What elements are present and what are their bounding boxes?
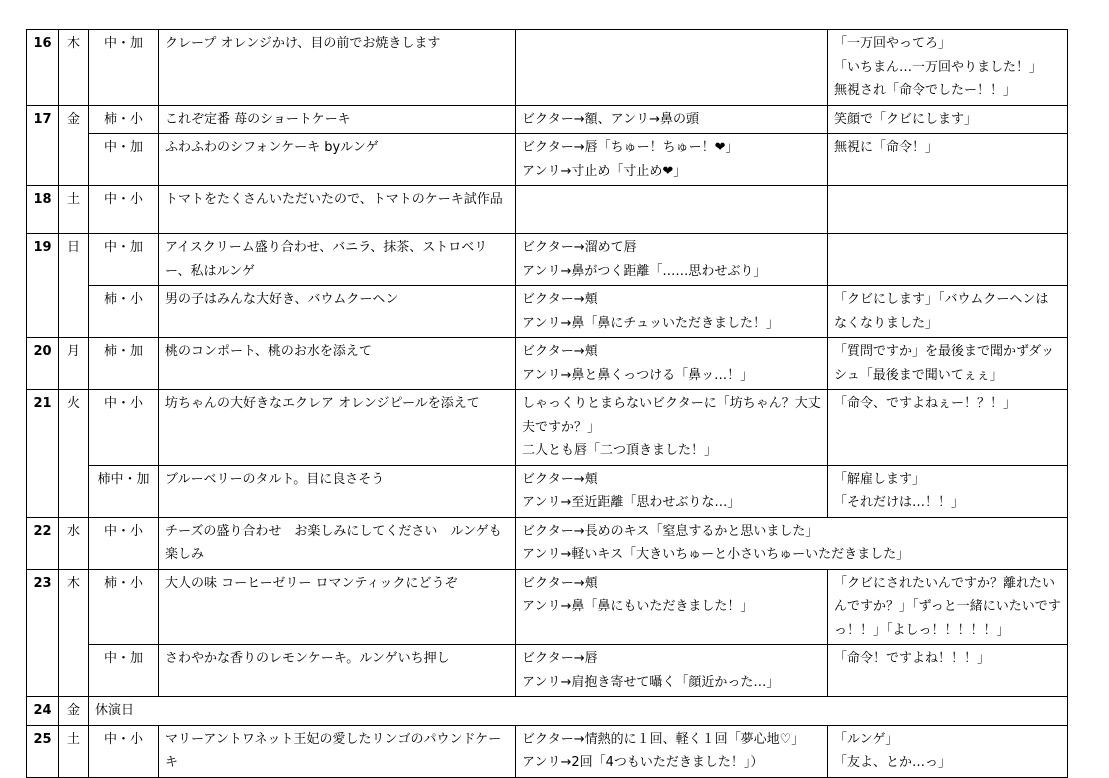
scene-line: ビクター→頬 [522, 471, 598, 487]
scene-cell [516, 465, 828, 517]
note-line: 「命令！ですよね！！！」 [834, 651, 991, 666]
note-line: 無視に「命令！」 [834, 140, 939, 155]
note-cell [828, 465, 1068, 517]
note-line: 「命令、ですよねぇー！？！」 [834, 396, 1017, 411]
dessert-menu-cell [159, 645, 516, 697]
scene-cell [516, 186, 828, 234]
scene-line: しゃっくりとまらないビクターに「坊ちゃん？大丈夫ですか？」 [522, 396, 821, 435]
weekday: 木 [59, 30, 89, 106]
cast-code: 中・加 [89, 30, 159, 106]
scene-cell [516, 30, 828, 106]
dessert-menu-cell [159, 569, 516, 645]
menu-line: クレープ オレンジかけ、目の前でお焼きします [165, 36, 441, 51]
scene-line: アンリ→2回「4つもいただきました！」） [522, 755, 764, 770]
note-cell [828, 134, 1068, 186]
note-cell [828, 725, 1068, 777]
scene-line: ビクター→情熱的に１回、軽く１回「夢心地♡」 [522, 731, 805, 747]
closed-day-cell: 休演日 [89, 697, 1068, 726]
table-row [27, 105, 1068, 134]
menu-line: 坊ちゃんの大好きなエクレア オレンジピールを添えて [165, 396, 480, 411]
cast-code: 中・加 [89, 134, 159, 186]
note-line: 「クビにされたいんですか？離れたいんですか？」「ずっと一緒にいたいですっ！！」「よしっ！！！！！」 [834, 575, 1061, 638]
table-row [27, 517, 1068, 569]
scene-line: ビクター→溜めて唇 [522, 240, 637, 255]
day-number: 16 [27, 30, 59, 106]
note-line: 笑顔で「クビにします」 [834, 111, 978, 127]
menu-line: 桃のコンポート、桃のお水を添えて [165, 344, 372, 359]
cast-code: 柿・小 [89, 105, 159, 134]
note-line: 「クビにします」「バウムクーヘンはなくなりました」 [834, 292, 1049, 331]
table-row [27, 338, 1068, 390]
weekday: 日 [59, 234, 89, 338]
menu-line: アイスクリーム盛り合わせ、バニラ、抹茶、ストロベリー、私はルンゲ [165, 240, 488, 279]
dessert-menu-cell [159, 186, 516, 234]
note-cell [828, 390, 1068, 466]
day-number: 17 [27, 105, 59, 186]
menu-line: チーズの盛り合わせ お楽しみにしてください ルンゲも楽しみ [165, 523, 502, 562]
scene-cell [516, 134, 828, 186]
scene-line: アンリ→寸止め「寸止め❤」 [522, 163, 687, 179]
dessert-menu-cell [159, 286, 516, 338]
scene-cell [516, 645, 828, 697]
note-cell [828, 105, 1068, 134]
dessert-menu-cell [159, 234, 516, 286]
scene-line: アンリ→鼻と鼻くっつける「鼻ッ…！」 [522, 367, 754, 383]
scene-cell [516, 517, 1068, 569]
dessert-menu-cell [159, 465, 516, 517]
menu-line: ふわふわのシフォンケーキ byルンゲ [165, 140, 379, 155]
cast-code: 柿・小 [89, 286, 159, 338]
scene-cell [516, 569, 828, 645]
scene-line: ビクター→長めのキス「窒息するかと思いました」 [522, 523, 819, 539]
scene-cell [516, 725, 828, 777]
weekday: 金 [59, 697, 89, 726]
weekday: 火 [59, 390, 89, 518]
menu-line: 男の子はみんな大好き、バウムクーヘン [165, 292, 399, 307]
scene-line: アンリ→肩抱き寄せて囁く「顔近かった…」 [522, 674, 780, 690]
day-number: 23 [27, 569, 59, 697]
weekday: 土 [59, 186, 89, 234]
weekday: 月 [59, 338, 89, 390]
weekday: 木 [59, 569, 89, 697]
dessert-menu-cell [159, 30, 516, 106]
scene-line: アンリ→鼻「鼻にチュッいただきました！」 [522, 315, 779, 331]
cast-code: 柿・加 [89, 338, 159, 390]
dessert-menu-cell [159, 134, 516, 186]
menu-line: トマトをたくさんいただいたので、トマトのケーキ試作品 [165, 192, 503, 207]
cast-code: 中・加 [89, 645, 159, 697]
dessert-menu-cell [159, 105, 516, 134]
scene-line: ビクター→額、アンリ→鼻の頭 [522, 111, 700, 127]
note-line: 「それだけは…！！」 [834, 495, 965, 510]
scene-line: アンリ→至近距離「思わせぶりな…」 [522, 495, 741, 510]
note-line: 無視され「命令でしたー！！」 [834, 83, 1017, 98]
day-number: 24 [27, 697, 59, 726]
note-cell [828, 30, 1068, 106]
scene-line: ビクター→頬 [522, 292, 598, 307]
weekday: 水 [59, 517, 89, 569]
scene-cell [516, 286, 828, 338]
note-cell [828, 645, 1068, 697]
day-number: 22 [27, 517, 59, 569]
note-line: 「いちまん…一万回やりました！」 [834, 59, 1043, 75]
cast-code: 中・小 [89, 186, 159, 234]
cast-code: 柿中・加 [89, 465, 159, 517]
day-number: 18 [27, 186, 59, 234]
cast-code: 中・小 [89, 517, 159, 569]
note-cell [828, 186, 1068, 234]
scene-cell [516, 338, 828, 390]
table-row [27, 465, 1068, 517]
note-line: 「解雇します」 [834, 471, 926, 487]
day-number: 25 [27, 725, 59, 777]
scene-cell [516, 390, 828, 466]
scene-line: ビクター→唇 [522, 651, 598, 666]
menu-line: これぞ定番 苺のショートケーキ [165, 111, 351, 127]
day-number: 19 [27, 234, 59, 338]
note-line: 「ルンゲ」 [834, 731, 899, 747]
table-row [27, 569, 1068, 645]
table-row [27, 30, 1068, 106]
table-row [27, 134, 1068, 186]
dessert-menu-cell [159, 725, 516, 777]
cast-code: 中・小 [89, 725, 159, 777]
dessert-menu-cell [159, 338, 516, 390]
scene-cell [516, 234, 828, 286]
table-row [27, 645, 1068, 697]
scene-line: アンリ→鼻がつく距離「……思わせぶり」 [522, 263, 767, 279]
table-row [27, 186, 1068, 234]
note-cell [828, 234, 1068, 286]
note-cell [828, 286, 1068, 338]
note-cell [828, 569, 1068, 645]
menu-line: ブルーベリーのタルト。目に良さそう [165, 471, 385, 487]
menu-line: 大人の味 コーヒーゼリー ロマンティックにどうぞ [165, 575, 458, 591]
cast-code: 柿・小 [89, 569, 159, 645]
cast-code: 中・小 [89, 390, 159, 466]
note-line: 「質問ですか」を最後まで聞かずダッシュ「最後まで聞いてぇぇ」 [834, 344, 1055, 383]
table-row [27, 697, 1068, 726]
weekday: 土 [59, 725, 89, 777]
day-number: 20 [27, 338, 59, 390]
table-row [27, 390, 1068, 466]
menu-line: マリーアントワネット王妃の愛したリンゴのパウンドケーキ [165, 731, 502, 770]
cast-code: 中・加 [89, 234, 159, 286]
note-cell [828, 338, 1068, 390]
scene-line: 二人とも唇「二つ頂きました！」 [522, 443, 718, 458]
note-line: 「一万回やってろ」 [834, 36, 952, 51]
note-line: 「友よ、とか…っ」 [834, 755, 952, 770]
scene-line: アンリ→軽いキス「大きいちゅーと小さいちゅーいただきました」 [522, 547, 910, 562]
weekday: 金 [59, 105, 89, 186]
scene-line: ビクター→頬 [522, 575, 598, 591]
scene-line: ビクター→頬 [522, 344, 598, 359]
dessert-menu-cell [159, 517, 516, 569]
performance-schedule-table [26, 29, 1068, 778]
table-row [27, 725, 1068, 777]
scene-cell [516, 105, 828, 134]
table-row [27, 234, 1068, 286]
scene-line: アンリ→鼻「鼻にもいただきました！」 [522, 599, 754, 614]
day-number: 21 [27, 390, 59, 518]
dessert-menu-cell [159, 390, 516, 466]
table-row [27, 286, 1068, 338]
scene-line: ビクター→唇「ちゅー！ちゅー！❤」 [522, 140, 739, 155]
menu-line: さわやかな香りのレモンケーキ。ルンゲいち押し [165, 651, 450, 666]
